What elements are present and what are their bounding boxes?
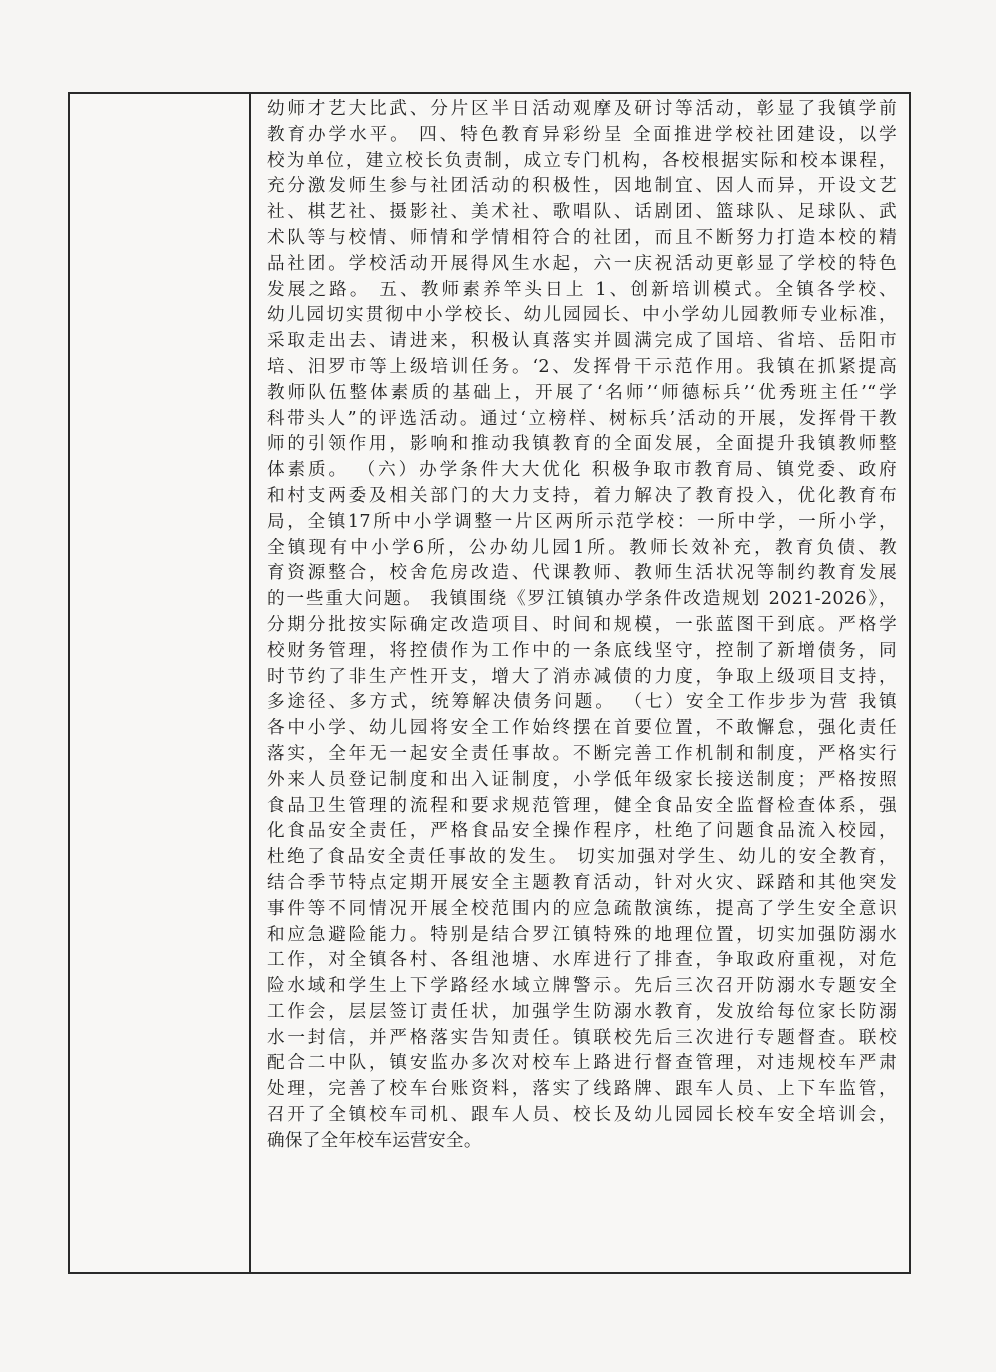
text-line: 工作会，层层签订责任状，加强学生防溺水教育，发放给每位家长防溺 bbox=[267, 1001, 897, 1022]
text-line: 教育办学水平。 四、特色教育异彩纷呈 全面推进学校社团建设，以学 bbox=[267, 124, 897, 145]
text-line: 品社团。学校活动开展得风生水起，六一庆祝活动更彰显了学校的特色 bbox=[267, 253, 897, 274]
text-line: 的一些重大问题。 我镇围绕《罗江镇镇办学条件改造规划 2021-2026》， bbox=[267, 589, 897, 610]
text-line: 充分激发师生参与社团活动的积极性，因地制宜、因人而异，开设文艺 bbox=[267, 176, 897, 197]
text-line: 校财务管理，将控债作为工作中的一条底线坚守，控制了新增债务，同 bbox=[267, 640, 897, 661]
form-table bbox=[68, 92, 911, 1274]
text-line: 发展之路。 五、教师素养竿头日上 1、创新培训模式。全镇各学校、 bbox=[267, 279, 897, 300]
text-line: 时节约了非生产性开支，增大了消赤减债的力度，争取上级项目支持， bbox=[267, 666, 897, 687]
text-line: 全镇现有中小学6所，公办幼儿园1所。教师长效补充，教育负债、教 bbox=[267, 537, 897, 558]
text-line: 结合季节特点定期开展安全主题教育活动，针对火灾、踩踏和其他突发 bbox=[267, 872, 897, 893]
text-line: 多途径、多方式，统筹解决债务问题。 （七）安全工作步步为营 我镇 bbox=[267, 692, 897, 713]
text-line: 育资源整合，校舍危房改造、代课教师、教师生活状况等制约教育发展 bbox=[267, 563, 897, 584]
text-line: 幼师才艺大比武、分片区半日活动观摩及研讨等活动，彰显了我镇学前 bbox=[267, 99, 897, 119]
text-line: 召开了全镇校车司机、跟车人员、校长及幼儿园园长校车安全培训会， bbox=[267, 1105, 897, 1126]
text-line: 杜绝了食品安全责任事故的发生。 切实加强对学生、幼儿的安全教育， bbox=[267, 847, 897, 868]
text-line: 处理，完善了校车台账资料，落实了线路牌、跟车人员、上下车监管， bbox=[267, 1079, 897, 1100]
text-line: 科带头人”的评选活动。通过‘立榜样、树标兵’活动的开展，发挥骨干教 bbox=[267, 408, 897, 429]
text-line: 水一封信，并严格落实告知责任。镇联校先后三次进行专题督查。联校 bbox=[267, 1027, 897, 1048]
text-line: 幼儿园切实贯彻中小学校长、幼儿园园长、中小学幼儿园教师专业标准， bbox=[267, 305, 897, 326]
text-line: 和村支两委及相关部门的大力支持，着力解决了教育投入，优化教育布 bbox=[267, 485, 897, 506]
label-cell bbox=[70, 94, 251, 1272]
text-line: 培、汨罗市等上级培训任务。‘2、发挥骨干示范作用。我镇在抓紧提高 bbox=[267, 356, 897, 377]
text-line: 各中小学、幼儿园将安全工作始终摆在首要位置，不敢懈怠，强化责任 bbox=[267, 718, 897, 739]
text-line: 食品卫生管理的流程和要求规范管理，健全食品安全监督检查体系，强 bbox=[267, 795, 897, 816]
text-line: 校为单位，建立校长负责制，成立专门机构，各校根据实际和校本课程， bbox=[267, 150, 897, 171]
body-paragraph bbox=[267, 97, 897, 1155]
text-line: 确保了全年校车运营安全。 bbox=[267, 1130, 482, 1151]
text-line: 采取走出去、请进来，积极认真落实并圆满完成了国培、省培、岳阳市 bbox=[267, 331, 897, 352]
text-line: 局，全镇17所中小学调整一片区两所示范学校：一所中学，一所小学， bbox=[267, 511, 897, 532]
text-line: 社、棋艺社、摄影社、美术社、歌唱队、话剧团、篮球队、足球队、武 bbox=[267, 202, 897, 223]
content-cell bbox=[253, 94, 909, 1272]
text-line: 术队等与校情、师情和学情相符合的社团，而且不断努力打造本校的精 bbox=[267, 227, 897, 248]
text-line: 化食品安全责任，严格食品安全操作程序，杜绝了问题食品流入校园， bbox=[267, 821, 897, 842]
text-line: 险水域和学生上下学路经水域立牌警示。先后三次召开防溺水专题安全 bbox=[267, 976, 897, 997]
text-line: 外来人员登记制度和出入证制度，小学低年级家长接送制度；严格按照 bbox=[267, 769, 897, 790]
text-line: 配合二中队，镇安监办多次对校车上路进行督查管理，对违规校车严肃 bbox=[267, 1053, 897, 1074]
text-line: 分期分批按实际确定改造项目、时间和规模，一张蓝图干到底。严格学 bbox=[267, 614, 897, 635]
text-line: 和应急避险能力。特别是结合罗江镇特殊的地理位置，切实加强防溺水 bbox=[267, 924, 897, 945]
text-line: 师的引领作用，影响和推动我镇教育的全面发展，全面提升我镇教师整 bbox=[267, 434, 897, 455]
text-line: 体素质。 （六）办学条件大大优化 积极争取市教育局、镇党委、政府 bbox=[267, 460, 897, 481]
text-line: 教师队伍整体素质的基础上，开展了‘名师’‘师德标兵’‘优秀班主任’“学 bbox=[267, 382, 897, 403]
text-line: 事件等不同情况开展全校范围内的应急疏散演练，提高了学生安全意识 bbox=[267, 898, 897, 919]
text-line: 落实，全年无一起安全责任事故。不断完善工作机制和制度，严格实行 bbox=[267, 743, 897, 764]
text-line: 工作，对全镇各村、各组池塘、水库进行了排查，争取政府重视，对危 bbox=[267, 950, 897, 971]
